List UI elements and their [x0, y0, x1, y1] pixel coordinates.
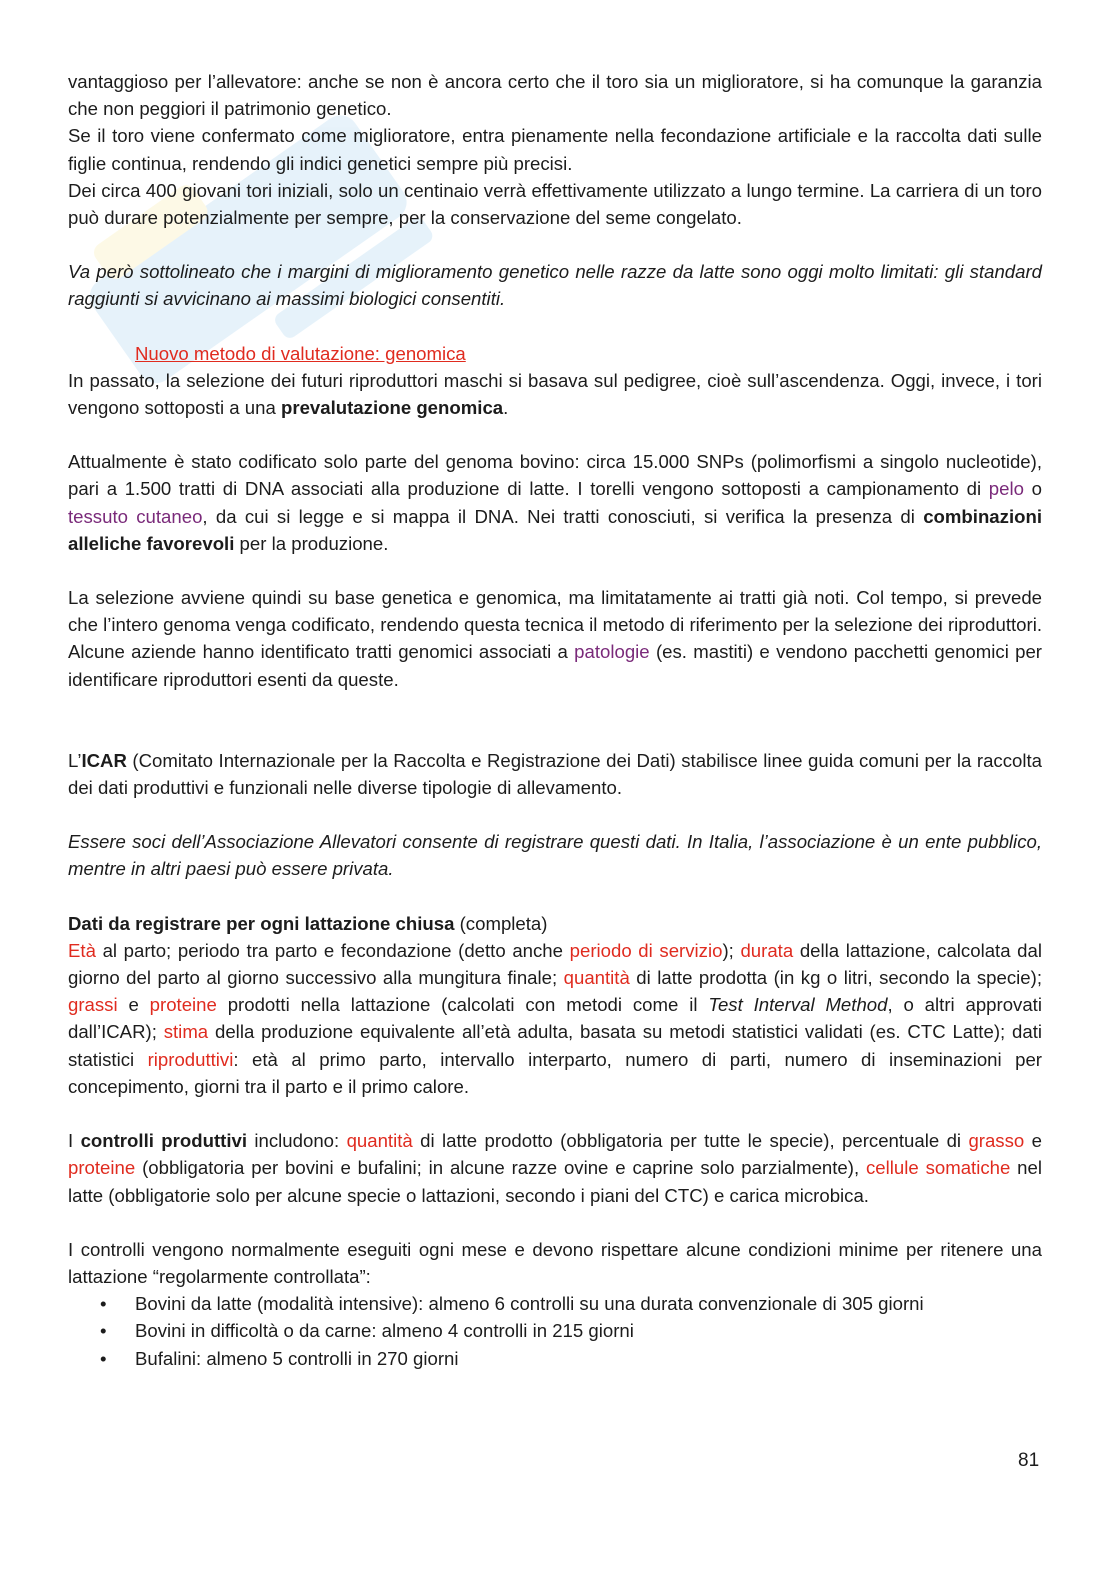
- paragraph-dati-lattazione: Dati da registrare per ogni lattazione chiusa (completa) Età al parto; periodo tra parto e fecondazione (detto anche periodo di servizio); durata della lattazione, calcolata dal giorno del parto al giorno successivo alla mungitura finale; quantità di latte prodotta (in kg o litri, secondo la specie); grassi e proteine prodotti nella lattazione (calcolati con metodi come il Test Interval Method, o altri approvati dall’ICAR); stima della produzione equivalente all’età adulta, basata su metodi statistici validati (es. CTC Latte); dati statistici riproduttivi: età al primo parto, intervallo interparto, numero di parti, numero di inseminazioni per concepimento, giorni tra il parto e il primo calore.: [68, 912, 1043, 1097]
- document-page: [68, 68, 1042, 1372]
- paragraph-intro: vantaggioso per l’allevatore: anche se non è ancora certo che il toro sia un miglioratore, si ha comunque la garanzia che non peggiori il patrimonio genetico. Se il toro viene confermato come miglioratore, entra pienamente nella fecondazione artificiale e la raccolta dati sulle figlie continua, rendendo gli indici genetici sempre più precisi. Dei circa 400 giovani tori iniziali, solo un centinaio verrà effettivamente utilizzato a lungo termine. La carriera di un toro può durare potenzialmente per sempre, per la conservazione del seme congelato.: [68, 71, 1042, 229]
- paragraph-controlli-produttivi: I controlli produttivi includono: quantità di latte prodotto (obbligatoria per tutte le specie), percentuale di grasso e proteine (obbligatoria per bovini e bufalini; in alcune razze ovine e caprine solo parzialmente), cellule somatiche nel latte (obbligatorie solo per alcune specie o lattazioni, secondo i piani del CTC) e carica microbica.: [68, 1130, 1042, 1206]
- paragraph-genetic-limits: Va però sottolineato che i margini di miglioramento genetico nelle razze da latte sono oggi molto limitati: gli standard raggiunti si avvicinano ai massimi biologici consentiti.: [68, 261, 1042, 310]
- page-number: 81: [1018, 1450, 1040, 1471]
- list-item: • Bufalini: almeno 5 controlli in 270 giorni: [100, 1347, 459, 1369]
- list-item: • Bovini da latte (modalità intensive): almeno 6 controlli su una durata convenzionale di 305 giorni: [100, 1293, 924, 1315]
- paragraph-associazione: Essere soci dell’Associazione Allevatori consente di registrare questi dati. In Italia, l’associazione è un ente pubblico, mentre in altri paesi può essere privata.: [68, 831, 1042, 880]
- paragraph-pedigree: In passato, la selezione dei futuri riproduttori maschi si basava sul pedigree, cioè sull’ascendenza. Oggi, invece, i tori vengono sottoposti a una prevalutazione genomica.: [68, 369, 1042, 419]
- paragraph-snps: Attualmente è stato codificato solo parte del genoma bovino: circa 15.000 SNPs (polimorfismi a singolo nucleotide), pari a 1.500 tratti di DNA associati alla produzione di latte. I torelli vengono sottoposti a campionamento di pelo o tessuto cutaneo, da cui si legge e si mappa il DNA. Nei tratti conosciuti, si verifica la presenza di combinazioni alleliche favorevoli per la produzione.: [68, 451, 1042, 554]
- section-heading-genomica: Nuovo metodo di valutazione: genomica: [135, 342, 466, 364]
- paragraph-icar: L’ICAR (Comitato Internazionale per la Raccolta e Registrazione dei Dati) stabilisce linee guida comuni per la raccolta dei dati produttivi e funzionali nelle diverse tipologie di allevamento.: [68, 749, 1042, 799]
- bullet-list: [68, 1290, 1042, 1372]
- paragraph-genomic-selection: La selezione avviene quindi su base genetica e genomica, ma limitatamente ai tratti già noti. Col tempo, si prevede che l’intero genoma venga codificato, rendendo questa tecnica il metodo di riferimento per la selezione dei riproduttori. Alcune aziende hanno identificato tratti genomici associati a patologie (es. mastiti) e vendono pacchetti genomici per identificare riproduttori esenti da queste.: [68, 587, 1042, 690]
- list-item: • Bovini in difficoltà o da carne: almeno 4 controlli in 215 giorni: [100, 1320, 634, 1342]
- paragraph-controlli-mensili: I controlli vengono normalmente eseguiti ogni mese e devono rispettare alcune condizioni minime per ritenere una lattazione “regolarmente controllata”:: [68, 1238, 1042, 1287]
